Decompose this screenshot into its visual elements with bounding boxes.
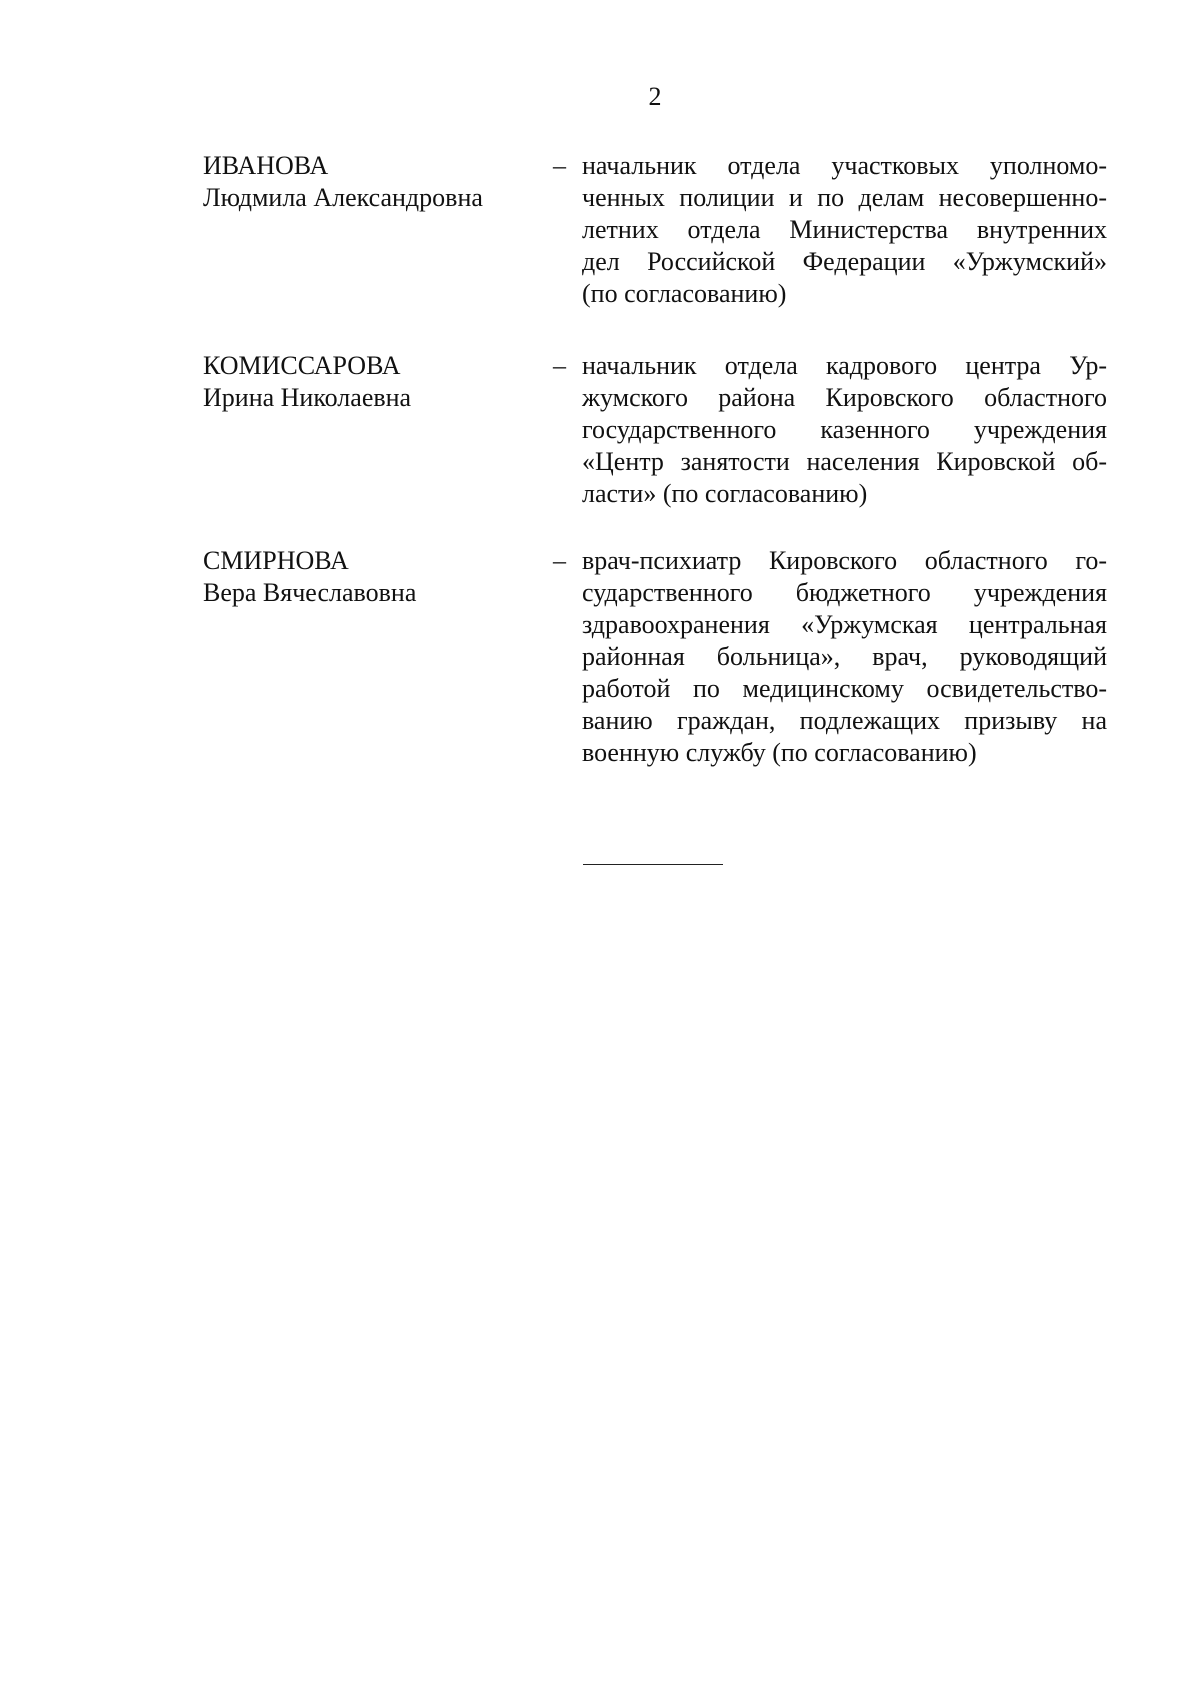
position-line: (по согласованию) <box>582 279 787 308</box>
entry-dash: – <box>553 351 566 380</box>
member-name <box>203 150 533 214</box>
member-surname: ИВАНОВА <box>203 151 329 180</box>
position-line: жумского района Кировского областного <box>582 383 1107 412</box>
member-position <box>582 350 1107 510</box>
position-line: дел Российской Федерации «Уржумский» <box>582 247 1107 276</box>
member-position <box>582 545 1107 769</box>
position-line: начальник отдела кадрового центра Ур- <box>582 351 1107 380</box>
position-line: ласти» (по согласованию) <box>582 479 868 508</box>
position-line: ванию граждан, подлежащих призыву на <box>582 706 1107 735</box>
entry-dash: – <box>553 546 566 575</box>
member-name <box>203 545 533 609</box>
entry-dash: – <box>553 151 566 180</box>
position-line: начальник отдела участковых уполномо- <box>582 151 1107 180</box>
member-position <box>582 150 1107 310</box>
member-surname: СМИРНОВА <box>203 546 349 575</box>
member-surname: КОМИССАРОВА <box>203 351 401 380</box>
position-line: районная больница», врач, руководящий <box>582 642 1107 671</box>
position-line: сударственного бюджетного учреждения <box>582 578 1107 607</box>
page-number: 2 <box>648 82 662 111</box>
closing-rule <box>583 864 723 865</box>
position-line: работой по медицинскому освидетельство- <box>582 674 1107 703</box>
position-line: военную службу (по согласованию) <box>582 738 977 767</box>
position-line: летних отдела Министерства внутренних <box>582 215 1107 244</box>
member-given-names: Людмила Александровна <box>203 183 483 212</box>
member-name <box>203 350 533 414</box>
position-line: врач-психиатр Кировского областного го- <box>582 546 1107 575</box>
member-given-names: Ирина Николаевна <box>203 383 412 412</box>
position-line: здравоохранения «Уржумская центральная <box>582 610 1107 639</box>
position-line: государственного казенного учреждения <box>582 415 1107 444</box>
position-line: «Центр занятости населения Кировской об- <box>582 447 1107 476</box>
member-given-names: Вера Вячеславовна <box>203 578 417 607</box>
position-line: ченных полиции и по делам несовершенно- <box>582 183 1107 212</box>
